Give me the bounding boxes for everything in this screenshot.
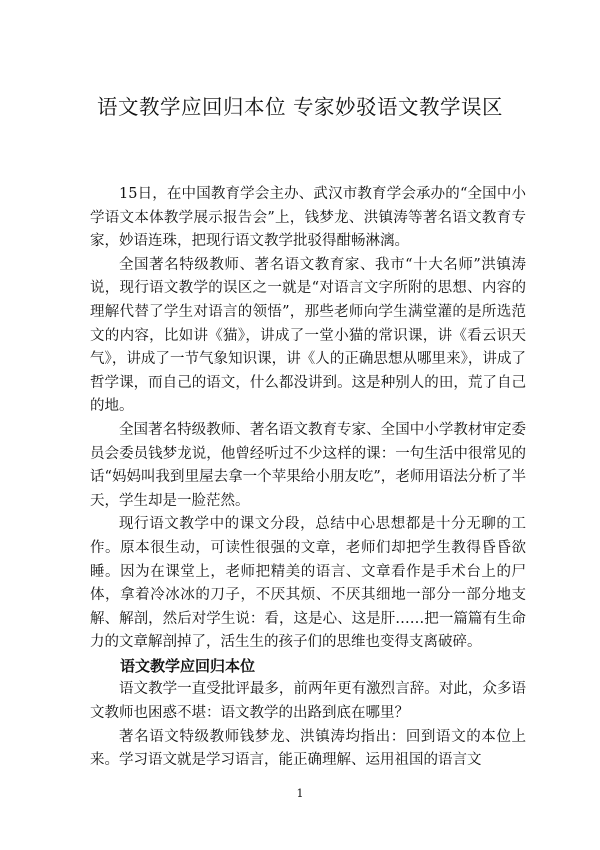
page-number: 1 [296,787,304,800]
paragraph: 著名语文特级教师钱梦龙、洪镇涛均指出：回到语文的本位上来。学习语文就是学习语言，能正确理解、运用祖国的语言文 [90,728,526,769]
paragraph: 全国著名特级教师、著名语文教育专家、全国中小学教材审定委员会委员钱梦龙说，他曾经听过不少这样的课：一句生活中很常见的话“妈妈叫我到里屋去拿一个苹果给小朋友吃”，老师用语法分析了半天，学生却是一脸茫然。 [90,421,526,509]
paragraph: 语文教学一直受批评最多，前两年更有激烈言辞。对此，众多语文教师也困惑不堪：语文教学的出路到底在哪里？ [90,681,526,722]
document-title: 语文教学应回归本位 专家妙驳语文教学误区 [96,95,503,119]
paragraph: 全国著名特级教师、著名语文教育家、我市“十大名师”洪镇涛说，现行语文教学的误区之一就是“对语言文字所附的思想、内容的理解代替了学生对语言的领悟”，那些老师向学生满堂灌的是所选范文的内容，比如讲《猫》，讲成了一堂小猫的常识课，讲《看云识天气》，讲成了一节气象知识课，讲《人的正确思想从哪里来》，讲成了哲学课，而自己的语文，什么都没讲到。这是种别人的田，荒了自己的地。 [90,256,526,415]
document-body [90,183,526,773]
paragraph: 现行语文教学中的课文分段，总结中心思想都是十分无聊的工作。原本很生动，可读性很强的文章，老师们却把学生教得昏昏欲睡。因为在课堂上，老师把精美的语言、文章看作是手术台上的尸体，拿着冷冰冰的刀子，不厌其烦、不厌其细地一部分一部分地支解、解剖，然后对学生说：看，这是心、这是肝……把一篇篇有生命力的文章解剖掉了，活生生的孩子们的思维也变得支离破碎。 [90,516,526,651]
paragraph: 15日，在中国教育学会主办、武汉市教育学会承办的“全国中小学语文本体教学展示报告会”上，钱梦龙、洪镇涛等著名语文教育专家，妙语连珠，把现行语文教学批驳得酣畅淋漓。 [90,186,526,250]
section-heading: 语文教学应回归本位 [120,656,256,675]
